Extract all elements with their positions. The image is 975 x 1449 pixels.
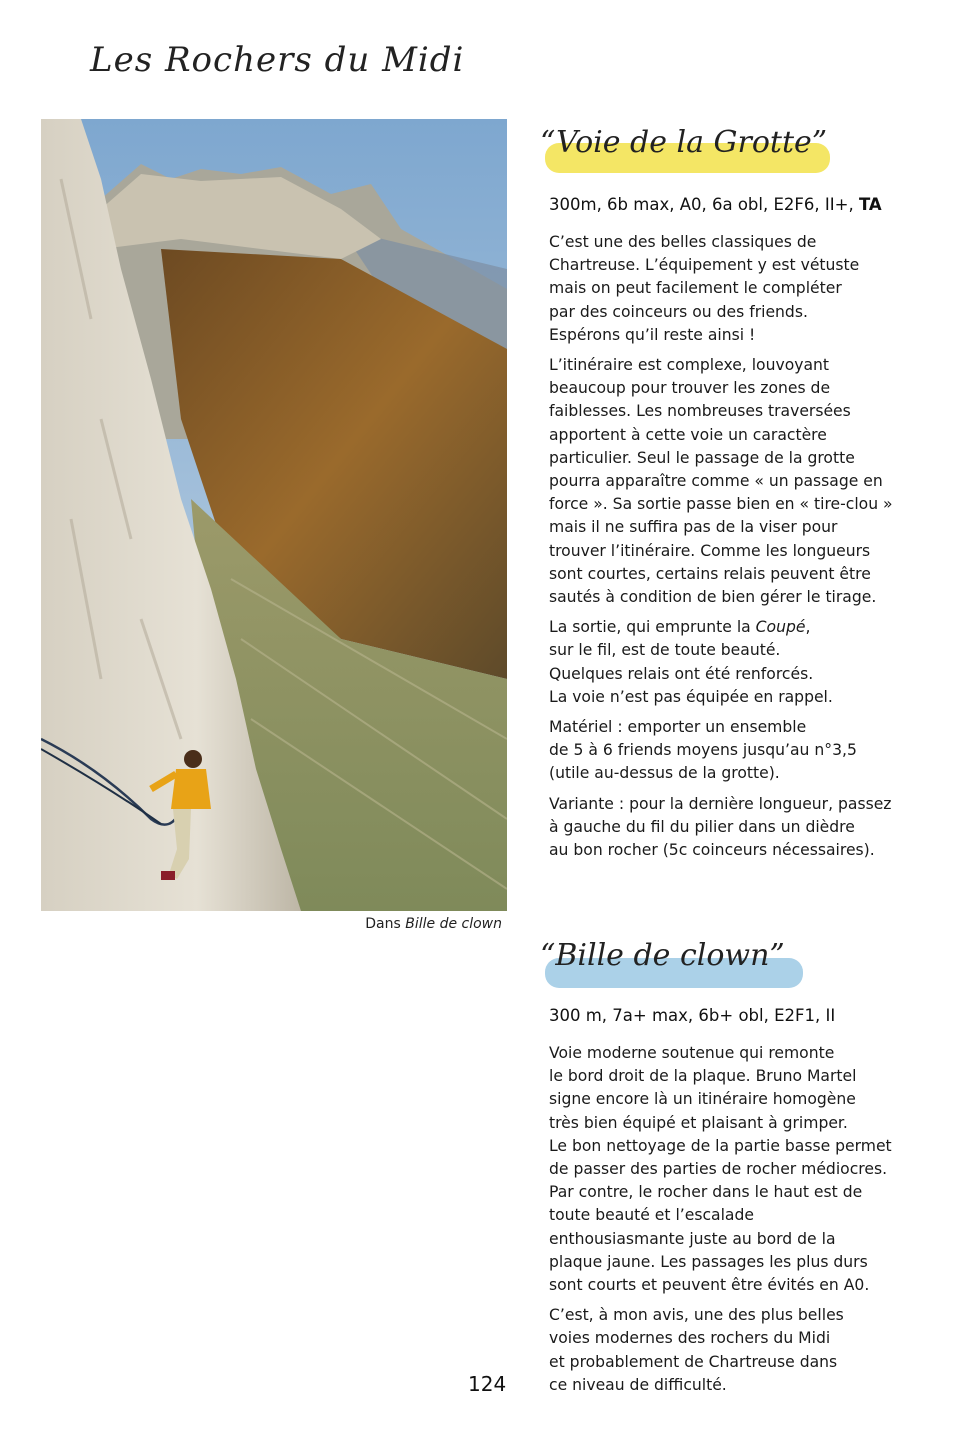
grade-text-2: 300 m, 7a+ max, 6b+ obl, E2F1, II [549, 1006, 836, 1025]
route-grade-1 [549, 195, 882, 214]
route-description-1 [549, 231, 899, 869]
page-number: 124 [468, 1372, 507, 1396]
route-description-2 [549, 1042, 899, 1404]
p3-after: , sur le fil, est de toute beauté. Quelques relais ont été renforcés. La voie n’est pas équipée en rappel. [549, 618, 833, 706]
p3-italic: Coupé [755, 618, 806, 637]
quote-mark-open: “ [540, 938, 556, 973]
paragraph: C’est une des belles classiques de Chartreuse. L’équipement y est vétuste mais on peut facilement le compléter par des coinceurs ou des friends. Espérons qu’il reste ainsi ! [549, 233, 860, 344]
route-title-text-1: Voie de la Grotte [556, 125, 812, 160]
paragraph [549, 616, 899, 709]
quote-mark-open: “ [540, 125, 557, 160]
caption-prefix: Dans [365, 916, 406, 932]
paragraph: Voie moderne soutenue qui remonte le bord droit de la plaque. Bruno Martel signe encore là un itinéraire homogène très bien équipé et plaisant à grimper. Le bon nettoyage de la partie basse permet de passer des parties de rocher médiocres. Par contre, le rocher dans le haut est de toute beauté et l’escalade enthousiasmante juste au bord de la plaque jaune. Les passages les plus durs sont courts et peuvent être évités en A0. [549, 1044, 892, 1295]
grade-text-1: 300m, 6b max, A0, 6a obl, E2F6, II+, [549, 195, 859, 214]
paragraph: Variante : pour la dernière longueur, passez à gauche du fil du pilier dans un dièdre au bon rocher (5c coinceurs nécessaires). [549, 794, 892, 860]
route-title-text-2: Bille de clown [555, 938, 770, 973]
chapter-title: Les Rochers du Midi [90, 40, 465, 80]
grade-bold-1: TA [858, 195, 882, 214]
route-title-2 [540, 938, 785, 973]
caption-route-name: Bille de clown [405, 916, 502, 932]
paragraph: Matériel : emporter un ensemble de 5 à 6 friends moyens jusqu’au n°3,5 (utile au-dessus de la grotte). [549, 718, 857, 783]
quote-mark-close: ” [811, 125, 828, 160]
quote-mark-close: ” [769, 938, 785, 973]
p3-before: La sortie, qui emprunte la [549, 618, 756, 637]
paragraph: C’est, à mon avis, une des plus belles voies modernes des rochers du Midi et probablement de Chartreuse dans ce niveau de difficulté. [549, 1306, 844, 1394]
route-grade-2 [549, 1006, 835, 1025]
paragraph: L’itinéraire est complexe, louvoyant beaucoup pour trouver les zones de faiblesses. Les nombreuses traversées apportent à cette voie un caractère particulier. Seul le passage de la grotte pourra apparaître comme « un passage en force ». Sa sortie passe bien en « tire-clou » mais il ne suffira pas de la viser pour trouver l’itinéraire. Comme les longueurs sont courtes, certains relais peuvent être sautés à condition de bien gérer le tirage. [549, 356, 893, 607]
route-title-1 [540, 125, 827, 160]
photo-caption [365, 916, 502, 932]
climbing-photo [41, 119, 507, 911]
